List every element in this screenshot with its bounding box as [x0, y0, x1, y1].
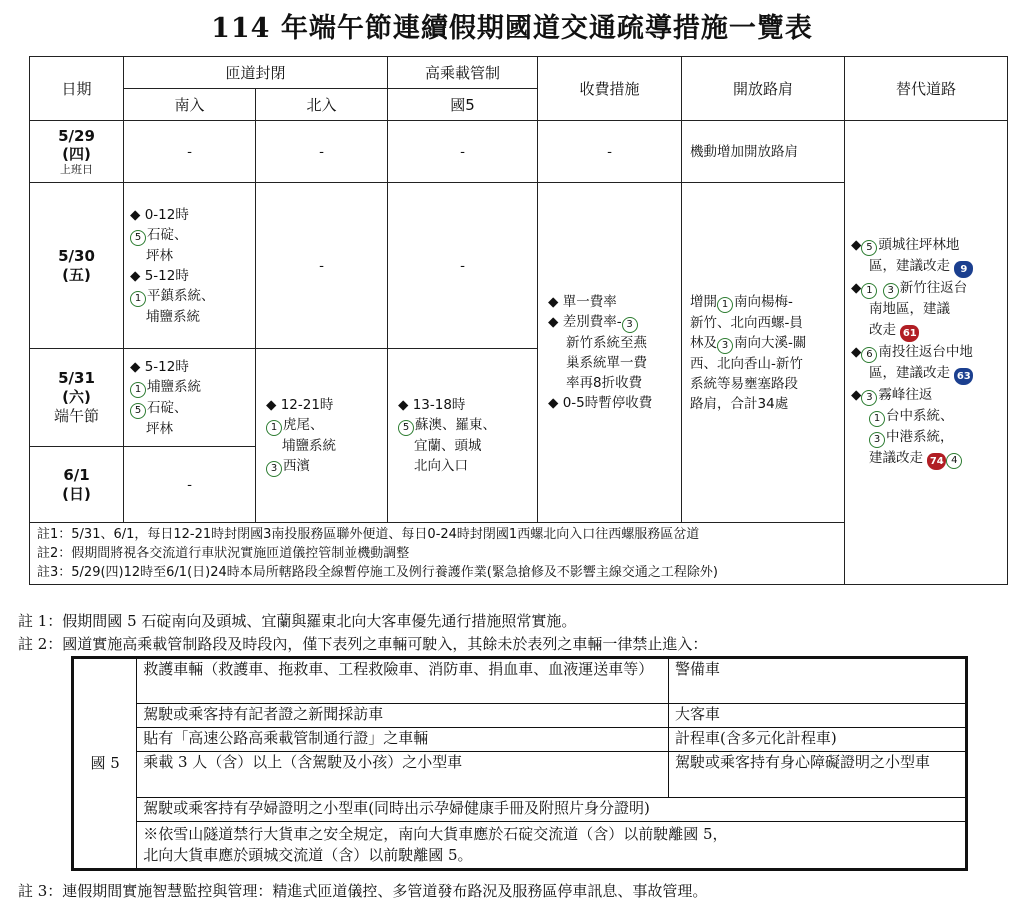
permitted-vehicles-table [71, 656, 968, 871]
freeway-number-icon: 1 [130, 382, 146, 398]
date-cell: 5/29 (四) 上班日 [30, 121, 124, 183]
dash-cell: - [388, 121, 538, 183]
date-cell: 6/1 (日) [30, 447, 124, 523]
road-label: 國 5 [73, 658, 137, 870]
freeway-number-icon: 3 [883, 283, 899, 299]
header-alt: 替代道路 [845, 57, 1008, 121]
freeway-number-icon: 1 [130, 291, 146, 307]
freeway-number-icon: 3 [622, 317, 638, 333]
provincial-route-shield-icon: 9 [954, 261, 973, 278]
freeway-number-icon: 3 [266, 461, 282, 477]
note-3: 註 3：連假期間實施智慧監控與管理：精進式匝道儀控、多管道發布路況及服務區停車訊息、事故管理。 [18, 882, 708, 900]
header-shoulder: 開放路肩 [682, 57, 845, 121]
north-531: ◆ 12-21時 1 虎尾、 埔鹽系統 3 西濱 [256, 349, 388, 523]
dash-cell: - [124, 121, 256, 183]
freeway-number-icon: 6 [861, 347, 877, 363]
freeway-number-icon: 3 [861, 390, 877, 406]
table-notes: 註1：5/31、6/1，每日12-21時封閉國3南投服務區聯外便道、每日0-24時封閉國1西螺北向入口往西螺服務區岔道 註2：假期間將視各交流道行車狀況實施匝道儀控管制並機動調整 註3：5/29(四)12時至6/1(日)24時本局所轄路段全線暫停施工及例行養護作業(緊急搶修及不影響主線交通之工程除外) [30, 523, 845, 585]
dash-cell: - [124, 447, 256, 523]
table-cell: 乘載 3 人（含）以上（含駕駛及小孩）之小型車 [137, 752, 669, 798]
alt-roads-cell: ◆ 5 頭城往坪林地 區，建議改走 9 ◆ 1 3 新竹往返台 南地區，建議 改走 61 ◆ 6 南投往返台中地 區，建議改走 63 ◆ 3 霧峰往返 1 台中系統、 3 中港系統， 建議改走 74 4 [845, 121, 1008, 585]
freeway-number-icon: 5 [130, 403, 146, 419]
expressway-shield-icon: 74 [927, 453, 946, 470]
hov-531: ◆ 13-18時 5 蘇澳、羅東、 宜蘭、頭城 北向入口 [388, 349, 538, 523]
dash-cell: - [388, 183, 538, 349]
header-ramp-closure: 匝道封閉 [124, 57, 388, 89]
freeway-number-icon: 1 [717, 297, 733, 313]
shoulder-529: 機動增加開放路肩 [682, 121, 845, 183]
table-cell: 警備車 [668, 658, 966, 704]
table-cell: 駕駛或乘客持有孕婦證明之小型車(同時出示孕婦健康手冊及附照片身分證明) [137, 798, 967, 822]
table-cell: 救護車輛（救護車、拖救車、工程救險車、消防車、捐血車、血液運送車等） [137, 658, 669, 704]
note-2: 註 2：國道實施高乘載管制路段及時段內，僅下表列之車輛可駛入，其餘未於表列之車輛一律禁止進入： [18, 635, 708, 653]
header-north: 北入 [256, 89, 388, 121]
table-cell: 貼有「高速公路高乘載管制通行證」之車輛 [137, 728, 669, 752]
header-south: 南入 [124, 89, 256, 121]
toll-cell: ◆ 單一費率 ◆ 差別費率- 3 新竹系統至燕 巢系統單一費 率再8折收費 ◆ 0-5時暫停收費 [538, 183, 682, 523]
table-cell: 駕駛或乘客持有記者證之新聞採訪車 [137, 704, 669, 728]
freeway-number-icon: 1 [266, 420, 282, 436]
date-cell: 5/30 (五) [30, 183, 124, 349]
freeway-number-icon: 5 [861, 240, 877, 256]
table-cell: ※依雪山隧道禁行大貨車之安全規定，南向大貨車應於石碇交流道（含）以前駛離國 5， 北向大貨車應於頭城交流道（含）以前駛離國 5。 [137, 822, 967, 870]
header-toll: 收費措施 [538, 57, 682, 121]
header-hov: 高乘載管制 [388, 57, 538, 89]
date-cell: 5/31 (六) 端午節 [30, 349, 124, 447]
south-530: ◆ 0-12時 5 石碇、 坪林 ◆ 5-12時 1 平鎮系統、 埔鹽系統 [124, 183, 256, 349]
dash-cell: - [256, 183, 388, 349]
expressway-shield-icon: 61 [900, 325, 919, 342]
south-531: ◆ 5-12時 1 埔鹽系統 5 石碇、 坪林 [124, 349, 256, 447]
table-cell: 大客車 [668, 704, 966, 728]
dash-cell: - [256, 121, 388, 183]
measures-table [29, 56, 1008, 585]
header-date: 日期 [30, 57, 124, 121]
freeway-number-icon: 5 [398, 420, 414, 436]
provincial-route-shield-icon: 63 [954, 368, 973, 385]
freeway-number-icon: 3 [717, 338, 733, 354]
note-1: 註 1：假期間國 5 石碇南向及頭城、宜蘭與羅東北向大客車優先通行措施照常實施。 [18, 612, 577, 630]
freeway-number-icon: 1 [861, 283, 877, 299]
shoulder-cell: 增開 1 南向楊梅- 新竹、北向西螺-員 林及 3 南向大溪-關 西、北向香山-新竹 系統等易壅塞路段 路肩，合計34處 [682, 183, 845, 523]
freeway-number-icon: 5 [130, 230, 146, 246]
table-cell: 計程車(含多元化計程車) [668, 728, 966, 752]
header-hov-road: 國5 [388, 89, 538, 121]
freeway-number-icon: 1 [869, 411, 885, 427]
page-title: 114 年端午節連續假期國道交通疏導措施一覽表 [211, 13, 813, 44]
freeway-number-icon: 4 [946, 453, 962, 469]
freeway-number-icon: 3 [869, 432, 885, 448]
table-cell: 駕駛或乘客持有身心障礙證明之小型車 [668, 752, 966, 798]
dash-cell: - [538, 121, 682, 183]
